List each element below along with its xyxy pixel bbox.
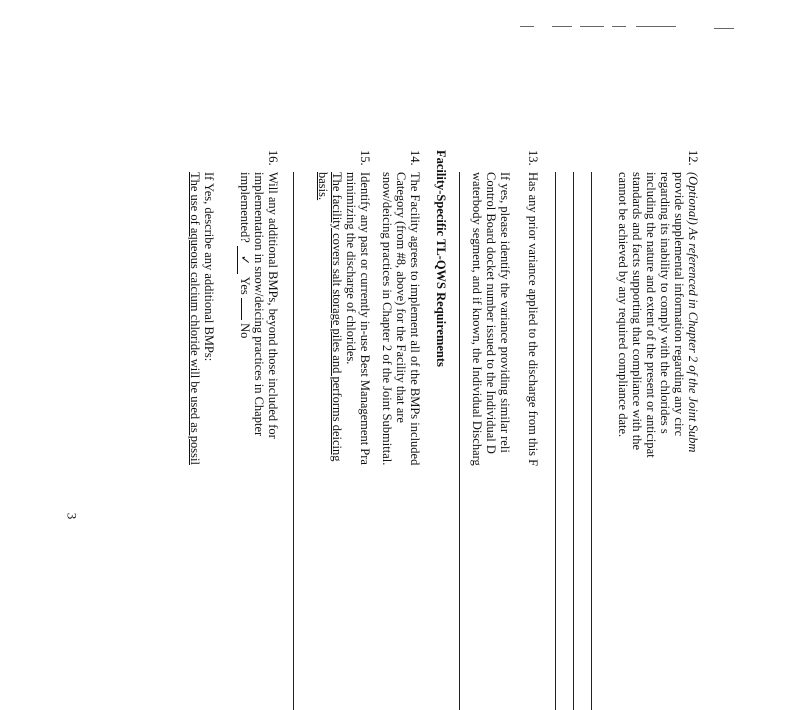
question-line: standards and facts supporting that compliance with the [630, 172, 644, 451]
question-line: waterbody segment, and if known, the Individual Discharg [470, 172, 484, 466]
question-13 [526, 150, 540, 710]
answer-text[interactable]: basis. [316, 172, 330, 201]
question-line: provide supplemental information regarding any circ [672, 172, 686, 437]
question-number: 15. [358, 150, 372, 166]
question-line: implemented? [238, 172, 252, 243]
question-16 [237, 150, 280, 710]
answer-line[interactable] [555, 172, 556, 710]
question-16-followup [188, 150, 216, 710]
check-mark-icon: ✓ [238, 254, 252, 266]
question-line: If yes, please identify the variance providing similar reli [498, 172, 512, 453]
question-line: minimizing the discharge of chlorides. [344, 172, 358, 365]
question-line: (Optional) As referenced in Chapter 2 of the Joint Subm [686, 172, 700, 453]
scan-mark [520, 26, 534, 27]
question-line: cannot be achieved by any required compliance date. [616, 172, 630, 438]
question-13-followup [470, 150, 512, 710]
question-line: snow/deicing practices in Chapter 2 of the Joint Submittal. [380, 172, 394, 466]
yes-checkbox[interactable] [237, 246, 252, 274]
question-line: Identify any past or currently in-use Best Management Pra [358, 172, 372, 465]
scan-mark [714, 28, 734, 29]
answer-line[interactable] [591, 172, 592, 710]
section-heading: Facility-Specific TL-QWS Requirements [434, 150, 448, 367]
no-checkbox[interactable] [241, 298, 242, 320]
question-text: Has any prior variance applied to the discharge from this F [526, 172, 540, 467]
question-line: regarding its inability to comply with the chlorides s [658, 172, 672, 434]
yes-label: Yes [238, 276, 252, 295]
question-line: The Facility agrees to implement all of the BMPs included [408, 172, 422, 466]
scan-mark [612, 26, 626, 27]
page-number: 3 [64, 512, 80, 520]
question-line: Will any additional BMPs, beyond those included for [266, 172, 280, 439]
question-line: Control Board docket number issued to the Individual D [484, 172, 498, 454]
scan-mark [552, 26, 572, 27]
scan-mark [580, 26, 604, 27]
answer-line[interactable] [293, 172, 294, 710]
answer-text[interactable]: The use of aqueous calcium chloride will be used as possil [188, 172, 202, 465]
answer-line[interactable] [459, 172, 460, 710]
question-15 [316, 150, 372, 710]
question-number: 14. [408, 150, 422, 166]
question-14 [380, 150, 422, 710]
scan-mark [636, 26, 676, 27]
no-label: No [238, 323, 252, 339]
question-line: including the nature and extent of the present or anticipat [644, 172, 658, 458]
question-line: Category (from #8, above) for the Facility that are [394, 172, 408, 423]
question-12 [616, 150, 700, 710]
rotated-form-content [188, 150, 700, 710]
answer-text[interactable]: The facility covers salt storage piles and performs deicing [330, 172, 344, 462]
follow-up-label: If Yes, describe any additional BMPs: [202, 172, 216, 362]
question-number: 13. [526, 150, 540, 166]
question-line: implementation in snow/deicing practices in Chapter [252, 172, 266, 437]
question-number: 12. [686, 150, 700, 166]
question-number: 16. [266, 150, 280, 166]
answer-line[interactable] [573, 172, 574, 710]
